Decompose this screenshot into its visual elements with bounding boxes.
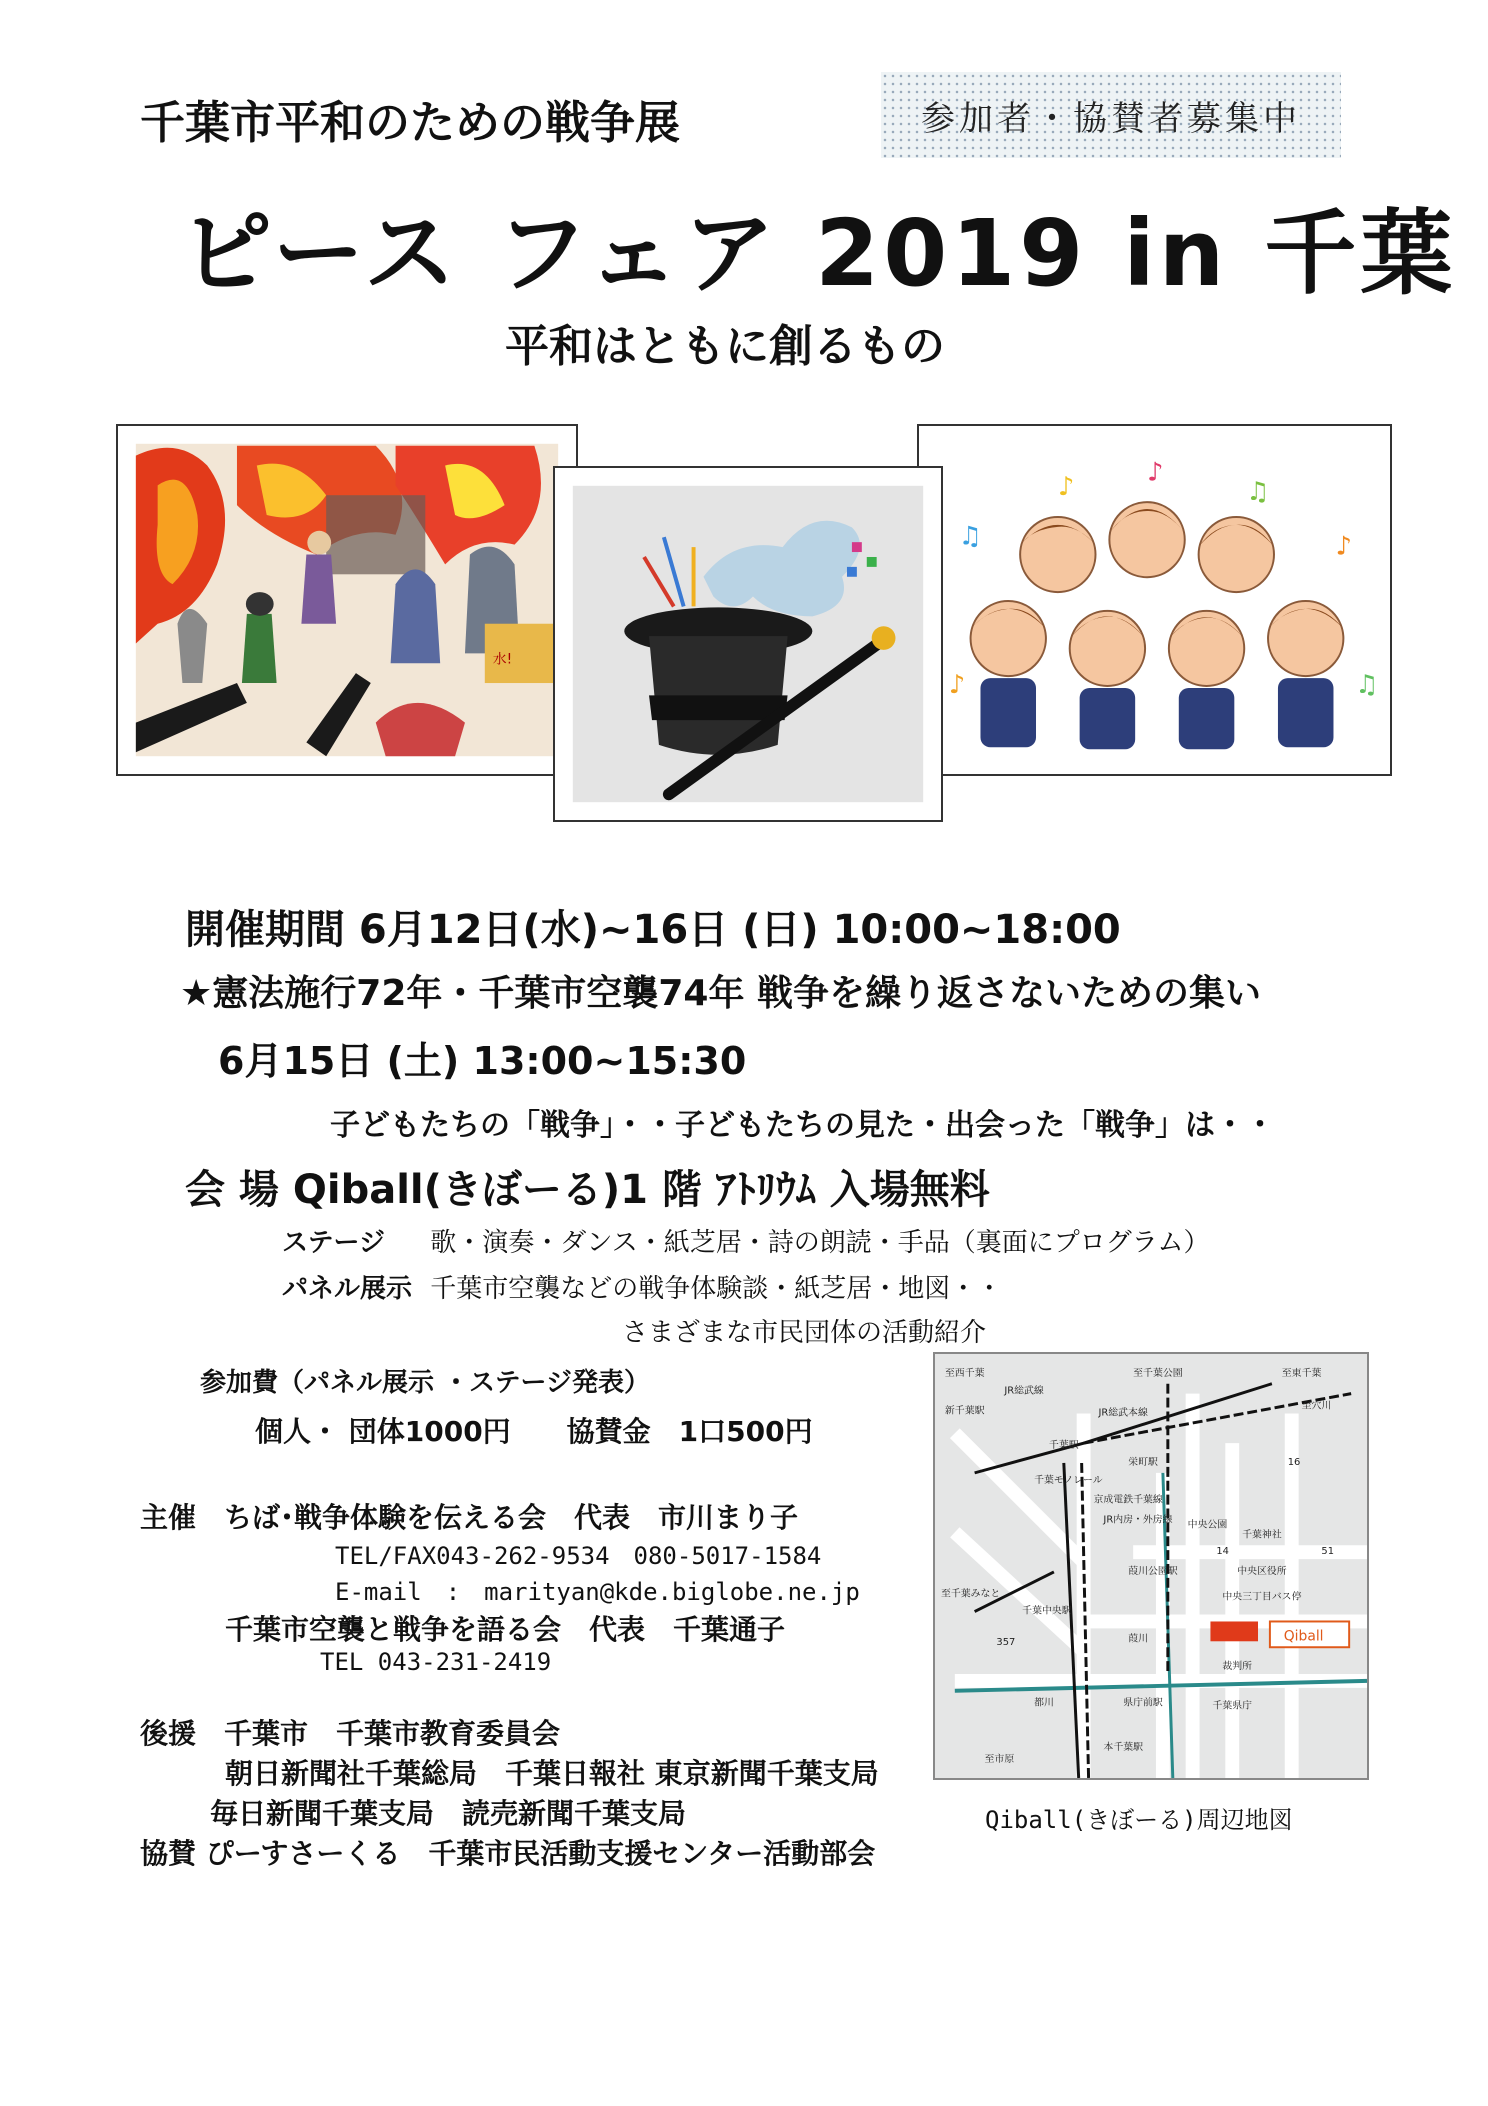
organizer-email: E-mail : marityan@kde.biglobe.ne.jp	[335, 1578, 860, 1606]
svg-text:♫: ♫	[1355, 669, 1379, 700]
organizer-main: 主催 ちば･戦争体験を伝える会 代表 市川まり子	[140, 1501, 799, 1534]
gathering-date: 6月15日 (土) 13:00~15:30	[218, 1039, 747, 1083]
children-theme: 子どもたちの「戦争」・・子どもたちの見た・出会った「戦争」は・・	[330, 1108, 1275, 1143]
map-label: JR総武本線	[1098, 1407, 1148, 1419]
magic-hat-dove-image	[553, 466, 943, 822]
map-label: 本千葉駅	[1103, 1742, 1144, 1754]
map-label: 京成電鉄千葉線	[1093, 1494, 1163, 1506]
recruit-banner	[881, 72, 1341, 158]
page-title: ピース フェア 2019 in 千葉	[180, 200, 1457, 307]
map-label: 葭川公園駅	[1128, 1565, 1178, 1577]
map-label: 千葉県庁	[1212, 1700, 1252, 1712]
panel-text-2: さまざまな市民団体の活動紹介	[622, 1318, 987, 1348]
map-label: JR総武線	[1004, 1385, 1044, 1397]
map-label: 都川	[1034, 1697, 1054, 1709]
map-label: 葭川	[1128, 1633, 1148, 1645]
svg-text:♪: ♪	[1147, 457, 1164, 488]
map-label: 千葉中央駅	[1022, 1605, 1072, 1617]
map-label: 千葉モノレール	[1034, 1474, 1103, 1486]
map-qiball: Qiball	[1283, 1628, 1324, 1645]
sponsor-line: 協賛 ぴーすさーくる 千葉市民活動支援センター活動部会	[140, 1837, 876, 1870]
svg-text:♫: ♫	[1246, 477, 1270, 508]
support-line-2: 朝日新聞社千葉総局 千葉日報社 東京新聞千葉支局	[225, 1757, 879, 1790]
children-singing-image	[917, 424, 1392, 776]
svg-text:♪: ♪	[1057, 472, 1075, 503]
stage-text: 歌・演奏・ダンス・紙芝居・詩の朗読・手品（裏面にプログラム）	[430, 1228, 1210, 1258]
map-label: 至市原	[984, 1754, 1015, 1766]
tagline: 平和はともに創るもの	[505, 321, 945, 372]
map-label: 16	[1287, 1456, 1301, 1468]
map-label: 51	[1321, 1546, 1335, 1558]
map-label: 至西千葉	[944, 1367, 985, 1379]
map-label: 中央区役所	[1237, 1565, 1287, 1577]
fee-values: 個人・ 団体1000円 協賛金 1口500円	[255, 1415, 813, 1448]
panel-label: パネル展示	[282, 1274, 413, 1304]
recruit-text: 参加者・協賛者募集中	[921, 98, 1301, 139]
map-label: 至千葉公園	[1133, 1367, 1183, 1379]
stage-row	[282, 1222, 1210, 1259]
organizer-second-tel: TEL 043-231-2419	[320, 1648, 552, 1676]
map-label: 至東千葉	[1281, 1367, 1322, 1379]
svg-text:水!: 水!	[492, 651, 513, 668]
area-map	[933, 1352, 1369, 1780]
svg-text:♪: ♪	[1335, 531, 1352, 562]
support-line-1: 後援 千葉市 千葉市教育委員会	[140, 1717, 561, 1750]
map-label: 県庁前駅	[1123, 1697, 1163, 1709]
gathering-title: ★憲法施行72年・千葉市空襲74年 戦争を繰り返さないための集い	[180, 973, 1262, 1014]
organizer-second: 千葉市空襲と戦争を語る会 代表 千葉通子	[225, 1613, 786, 1646]
map-label: 357	[996, 1637, 1016, 1649]
war-drawing-image	[116, 424, 578, 776]
map-label: 千葉神社	[1242, 1529, 1282, 1541]
map-label: 至千葉みなと	[940, 1588, 1001, 1600]
map-label: 中央公園	[1187, 1519, 1228, 1531]
svg-text:♪: ♪	[948, 669, 966, 700]
organizer-tel: TEL/FAX043-262-9534 080-5017-1584	[335, 1542, 822, 1570]
map-label: 千葉駅	[1048, 1440, 1079, 1452]
map-label: 14	[1216, 1546, 1229, 1558]
fee-title: 参加費（パネル展示 ・ステージ発表）	[200, 1368, 651, 1398]
exhibition-subtitle: 千葉市平和のための戦争展	[140, 96, 681, 149]
map-label: 新千葉駅	[944, 1405, 985, 1417]
event-period: 開催期間 6月12日(水)~16日 (日) 10:00~18:00	[185, 907, 1121, 953]
map-label: 至穴川	[1301, 1400, 1332, 1412]
map-label: 中央三丁目バス停	[1222, 1591, 1302, 1603]
venue-info: 会 場 Qiball(きぼーる)1 階 ｱﾄﾘｳﾑ 入場無料	[185, 1167, 990, 1213]
map-caption: Qiball(きぼーる)周辺地図	[985, 1806, 1293, 1834]
map-label: JR内房・外房線	[1103, 1514, 1173, 1526]
map-label: 裁判所	[1222, 1661, 1253, 1673]
stage-label: ステージ	[282, 1228, 385, 1258]
panel-row	[282, 1268, 1002, 1305]
panel-text: 千葉市空襲などの戦争体験談・紙芝居・地図・・	[430, 1274, 1003, 1304]
support-line-3: 毎日新聞千葉支局 読売新聞千葉支局	[210, 1797, 687, 1830]
map-label: 栄町駅	[1128, 1456, 1158, 1468]
svg-text:♫: ♫	[958, 521, 982, 552]
